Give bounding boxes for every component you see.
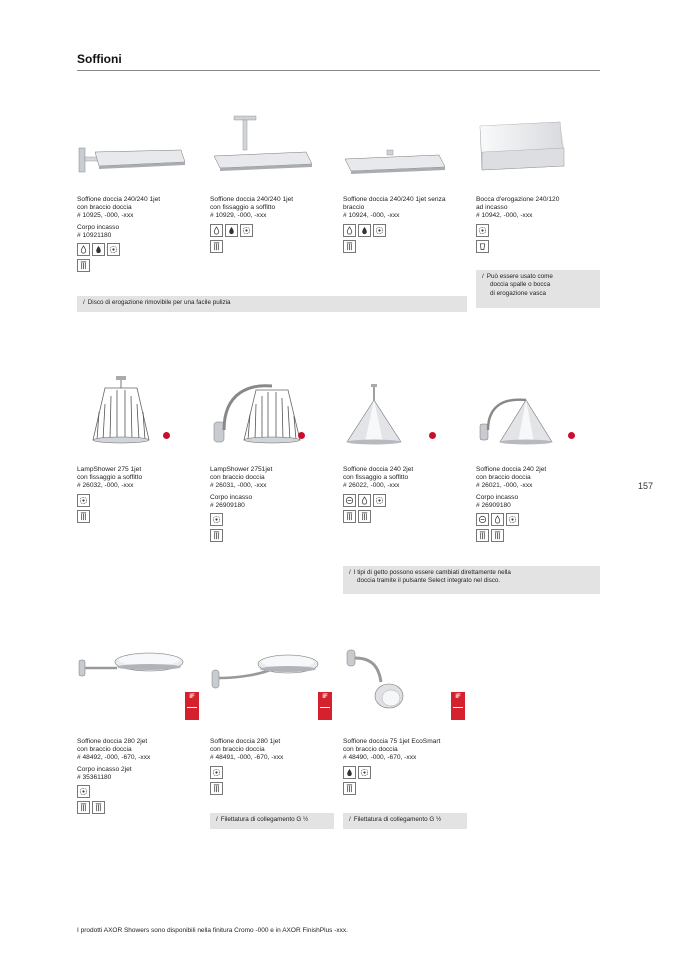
product-name: Soffione doccia 240/240 1jet con fissaggio a soffitto	[210, 196, 294, 212]
product-image-bath-spout	[476, 112, 586, 192]
subpart-code: # 35361180	[77, 773, 112, 781]
spray-type-icons	[343, 766, 440, 779]
product-code: # 10942, -000, -xxx	[476, 212, 533, 220]
product-code: # 48490, -000, -670, -xxx	[343, 754, 417, 762]
product-image-square-shower-arm	[77, 112, 187, 192]
ceiling-box-icon	[343, 782, 356, 795]
drop-outline-icon	[210, 224, 223, 237]
spray-type-icons	[210, 513, 272, 526]
spray-type-icons	[343, 494, 413, 507]
feature-note: / Disco di erogazione rimovibile per una facile pulizia	[77, 296, 467, 312]
product-code: # 10924, -000, -xxx	[343, 212, 400, 220]
spray-type-icons	[476, 224, 559, 237]
note-text: I tipi di getto possono essere cambiati direttamente nella doccia tramite il pulsante Select integrato nel disco.	[353, 569, 511, 585]
spray-type-icons	[77, 243, 160, 256]
installation-icons	[343, 510, 413, 523]
product-name: Soffione doccia 280 2jet con braccio doccia	[77, 738, 148, 754]
installation-icons	[476, 240, 559, 253]
installation-icons	[210, 240, 293, 253]
product-code: # 26022, -000, -xxx	[343, 482, 400, 490]
drop-rain-icon	[343, 766, 356, 779]
ceiling-box-icon	[77, 510, 90, 523]
spray-type-icons	[77, 785, 150, 798]
product-name: Soffione doccia 75 1jet EcoSmart con braccio doccia	[343, 738, 441, 754]
spray-disc-icon	[373, 494, 386, 507]
spray-type-icons	[476, 513, 546, 526]
spray-disc-icon	[476, 224, 489, 237]
spray-type-icons	[343, 224, 446, 237]
spray-disc-icon	[107, 243, 120, 256]
ceiling-box-icon	[343, 510, 356, 523]
product-code: # 26032, -000, -xxx	[77, 482, 134, 490]
spray-type-icons	[210, 766, 283, 779]
product-name: Soffione doccia 240 2jet con braccio doccia	[476, 466, 547, 482]
product-image-round-280-1jet	[210, 640, 320, 720]
product-image-round-280-2jet	[77, 640, 187, 720]
product-name: LampShower 275 1jet con fissaggio a soffitto	[77, 466, 143, 482]
if-design-award-badge: iF	[185, 692, 199, 720]
if-design-award-badge: iF	[451, 692, 465, 720]
installation-icons	[210, 782, 283, 795]
product-code: # 48491, -000, -670, -xxx	[210, 754, 284, 762]
spray-disc-icon	[506, 513, 519, 526]
drop-rain-icon	[225, 224, 238, 237]
installation-icons	[343, 782, 440, 795]
drop-rain-icon	[358, 224, 371, 237]
feature-note: / Filettatura di collegamento G ½	[210, 813, 334, 829]
product-code: # 26031, -000, -xxx	[210, 482, 267, 490]
product-code: # 10929, -000, -xxx	[210, 212, 267, 220]
subpart-code: # 26909180	[210, 501, 245, 509]
ceiling-box-icon	[92, 801, 105, 814]
installation-icons	[210, 529, 272, 542]
red-dot-award-logo	[298, 432, 305, 439]
note-text: Filettatura di collegamento G ½	[220, 816, 309, 823]
installation-icons	[77, 510, 142, 523]
product-code: # 26021, -000, -xxx	[476, 482, 533, 490]
product-image-cone-arm	[476, 374, 586, 454]
subpart-code: # 10921180	[77, 231, 112, 239]
select-icon	[476, 513, 489, 526]
product-image-square-ceiling-mount	[210, 112, 320, 192]
spray-disc-icon	[210, 766, 223, 779]
product-name: Soffione doccia 240/240 1jet con braccio doccia	[77, 196, 161, 212]
subpart-label: Corpo incasso	[210, 493, 253, 501]
drop-rain-icon	[92, 243, 105, 256]
product-name: Soffione doccia 240/240 1jet senza braccio	[343, 196, 446, 212]
note-text: Filettatura di collegamento G ½	[353, 816, 442, 823]
product-image-round-75-ecosmart	[343, 640, 453, 720]
drop-outline-icon	[77, 243, 90, 256]
footer-note: I prodotti AXOR Showers sono disponibili nella finitura Cromo -000 e in AXOR FinishPlus -xxx.	[77, 927, 348, 934]
product-image-cone-ceiling	[343, 374, 453, 454]
product-code: # 10925, -000, -xxx	[77, 212, 134, 220]
installation-icons	[476, 529, 546, 542]
product-name: Soffione doccia 240 2jet con fissaggio a soffitto	[343, 466, 414, 482]
ceiling-box-icon	[77, 259, 90, 272]
ceiling-box-icon	[77, 801, 90, 814]
ceiling-box-icon	[210, 782, 223, 795]
ceiling-box-icon	[491, 529, 504, 542]
product-code: # 48492, -000, -670, -xxx	[77, 754, 151, 762]
note-text: Disco di erogazione rimovibile per una facile pulizia	[87, 299, 231, 306]
spray-disc-icon	[373, 224, 386, 237]
spray-type-icons	[210, 224, 293, 237]
subpart-label: Corpo incasso	[77, 223, 120, 231]
cup-icon	[476, 240, 489, 253]
ceiling-box-icon	[343, 240, 356, 253]
feature-note: / Può essere usato come doccia spalle o bocca di erogazione vasca	[476, 270, 600, 308]
ceiling-box-icon	[476, 529, 489, 542]
installation-icons	[77, 259, 160, 272]
installation-icons	[343, 240, 446, 253]
subpart-label: Corpo incasso 2jet	[77, 765, 132, 773]
product-image-lampshower-arm	[210, 374, 320, 454]
product-name: LampShower 2751jet con braccio doccia	[210, 466, 273, 482]
spray-type-icons	[77, 494, 142, 507]
subpart-label: Corpo incasso	[476, 493, 519, 501]
select-icon	[343, 494, 356, 507]
ceiling-box-icon	[210, 240, 223, 253]
page-number: 157	[638, 481, 654, 491]
product-name: Soffione doccia 280 1jet con braccio doccia	[210, 738, 281, 754]
product-name: Bocca d'erogazione 240/120 ad incasso	[476, 196, 560, 212]
red-dot-award-logo	[429, 432, 436, 439]
spray-disc-icon	[358, 766, 371, 779]
installation-icons	[77, 801, 150, 814]
red-dot-award-logo	[163, 432, 170, 439]
spray-disc-icon	[77, 785, 90, 798]
note-text: Può essere usato come doccia spalle o bocca di erogazione vasca	[486, 273, 553, 297]
ceiling-box-icon	[210, 529, 223, 542]
feature-note: / I tipi di getto possono essere cambiati direttamente nella doccia tramite il pulsante Select integrato nel disco.	[343, 566, 600, 594]
drop-outline-icon	[343, 224, 356, 237]
drop-outline-icon	[358, 494, 371, 507]
title-divider	[77, 70, 600, 71]
spray-disc-icon	[210, 513, 223, 526]
product-image-lampshower-ceiling	[77, 374, 187, 454]
feature-note: / Filettatura di collegamento G ½	[343, 813, 467, 829]
page-title: Soffioni	[77, 52, 122, 66]
drop-outline-icon	[491, 513, 504, 526]
ceiling-box-icon	[358, 510, 371, 523]
spray-disc-icon	[77, 494, 90, 507]
product-image-square-no-arm	[343, 112, 453, 192]
spray-disc-icon	[240, 224, 253, 237]
subpart-code: # 26909180	[476, 501, 511, 509]
red-dot-award-logo	[568, 432, 575, 439]
if-design-award-badge: iF	[318, 692, 332, 720]
